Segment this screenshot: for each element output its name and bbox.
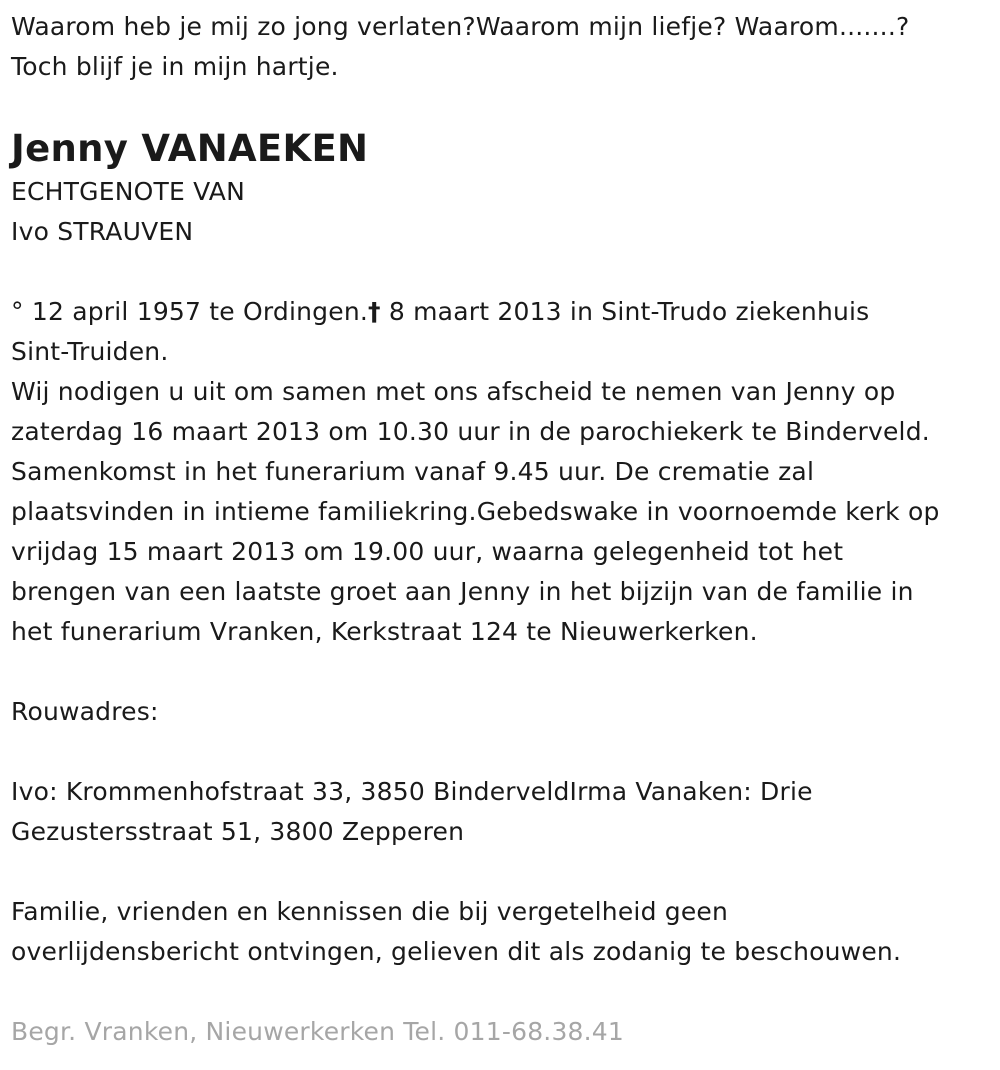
invitation-line: het funerarium Vranken, Kerkstraat 124 te Nieuwerkerken. [11,617,758,646]
relation-label: ECHTGENOTE VAN [11,177,245,206]
notice-line: overlijdensbericht ontvingen, gelieven dit als zodanig te beschouwen. [11,937,902,966]
funeral-home-footer: Begr. Vranken, Nieuwerkerken Tel. 011-68.38.41 [11,1017,625,1046]
spouse-name: Ivo STRAUVEN [11,217,194,246]
invitation-line: brengen van een laatste groet aan Jenny in het bijzijn van de familie in [11,577,914,606]
notice-text [11,892,989,972]
invitation-line: vrijdag 15 maart 2013 om 19.00 uur, waarna gelegenheid tot het [11,537,844,566]
birth-info: ° 12 april 1957 te Ordingen. [11,297,369,326]
invitation-line: Samenkomst in het funerarium vanaf 9.45 uur. De crematie zal [11,457,815,486]
birth-death-line [11,292,989,332]
address-line: Ivo: Krommenhofstraat 33, 3850 BinderveldIrma Vanaken: Drie [11,777,813,806]
invitation-line: zaterdag 16 maart 2013 om 10.30 uur in de parochiekerk te Binderveld. [11,417,930,446]
motto [11,7,989,87]
death-info: 8 maart 2013 in Sint-Trudo ziekenhuis [380,297,870,326]
notice-line: Familie, vrienden en kennissen die bij vergetelheid geen [11,897,729,926]
address-line: Gezustersstraat 51, 3800 Zepperen [11,817,465,846]
cross-icon: † [368,297,381,326]
deceased-name: Jenny VANAEKEN [11,127,369,170]
address-label: Rouwadres: [11,697,159,726]
invitation-line: Wij nodigen u uit om samen met ons afscheid te nemen van Jenny op [11,377,896,406]
invitation-line: plaatsvinden in intieme familiekring.Gebedswake in voornoemde kerk op [11,497,940,526]
motto-line: Waarom heb je mij zo jong verlaten?Waarom mijn liefje? Waarom.......? [11,12,910,41]
addresses [11,772,989,852]
obituary-notice [11,7,989,1052]
motto-line: Toch blijf je in mijn hartje. [11,52,339,81]
invitation-text [11,372,989,652]
death-place: Sint-Truiden. [11,337,169,366]
